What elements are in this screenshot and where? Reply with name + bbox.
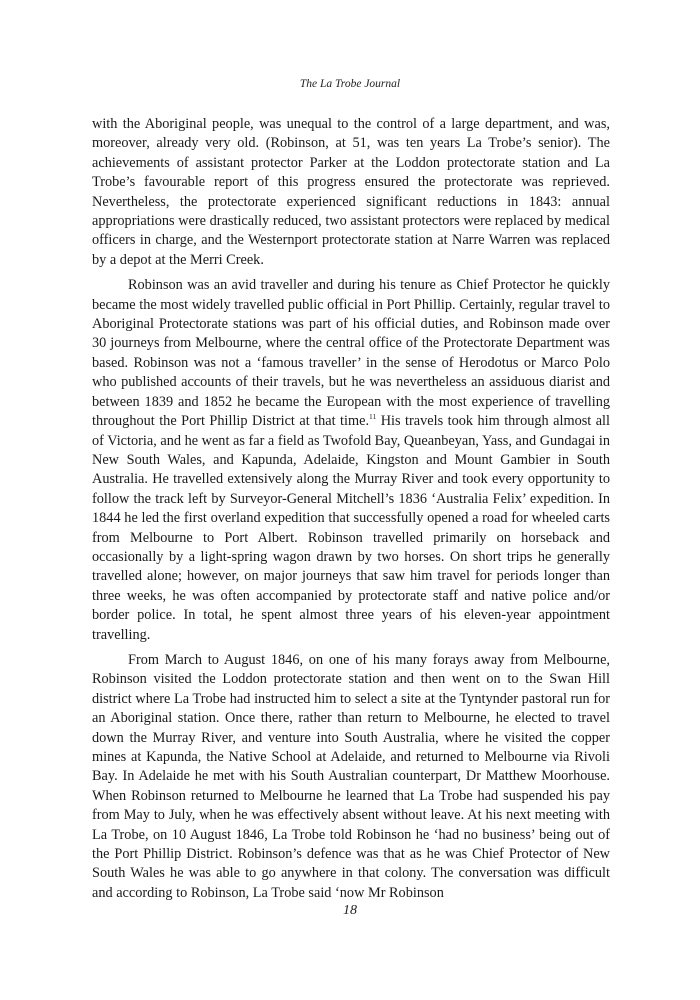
body-text bbox=[92, 115, 610, 909]
paragraph-2 bbox=[92, 276, 610, 645]
paragraph-2-text-a: Robinson was an avid traveller and during his tenure as Chief Protector he quickly became the most widely travelled public official in Port Phillip. Certainly, regular travel to Aboriginal Protectorate stations was part of his official duties, and Robinson made over 30 journeys from Melbourne, where the central office of the Protectorate Department was based. Robinson was not a ‘famous traveller’ in the sense of Herodotus or Marco Polo who published accounts of their travels, but he was nevertheless an assiduous diarist and between 1839 and 1852 he became the European with the most experience of travelling throughout the Port Phillip District at that time. bbox=[92, 277, 610, 430]
footnote-reference[interactable]: 11 bbox=[369, 412, 377, 422]
page-number: 18 bbox=[343, 903, 357, 918]
running-head: The La Trobe Journal bbox=[299, 78, 401, 90]
paragraph-1: with the Aboriginal people, was unequal to the control of a large department, and was, moreover, already very old. (Robinson, at 51, was ten years La Trobe’s senior). The achievements of assistant protector Parker at the Loddon protectorate station and La Trobe’s favourable report of this progress ensured the protectorate was reprieved. Nevertheless, the protectorate experienced significant reductions in 1843: annual appropriations were drastically reduced, two assistant protectors were replaced by medical officers in charge, and the Westernport protectorate station at Narre Warren was replaced by a depot at the Merri Creek. bbox=[92, 116, 610, 268]
paragraph-2-text-b: His travels took him through almost all of Victoria, and he went as far a field as Twofold Bay, Queanbeyan, Yass, and Gundagai in New South Wales, and Kapunda, Adelaide, Kingston and Mount Gambier in South Australia. He travelled extensively along the Murray River and took every opportunity to follow the track left by Surveyor-General Mitchell’s 1836 ‘Australia Felix’ expedition. In 1844 he led the first overland expedition that successfully opened a road for wheeled carts from Melbourne to Port Albert. Robinson travelled primarily on horseback and occasionally by a light-spring wagon drawn by two horses. On short trips he generally travelled alone; however, on major journeys that saw him travel for periods longer than three weeks, he was often accompanied by protectorate staff and native police and/or border police. In total, he spent almost three years of his eleven-year appointment travelling. bbox=[92, 413, 610, 643]
paragraph-3: From March to August 1846, on one of his many forays away from Melbourne, Robinson visited the Loddon protectorate station and then went on to the Swan Hill district where La Trobe had instructed him to select a site at the Tyntynder pastoral run for an Aboriginal station. Once there, rather than return to Melbourne, he elected to travel down the Murray River, and venture into South Australia, where he visited the copper mines at Kapunda, the Native School at Adelaide, and returned to Melbourne via Rivoli Bay. In Adelaide he met with his South Australian counterpart, Dr Matthew Moorhouse. When Robinson returned to Melbourne he learned that La Trobe had suspended his pay from May to July, when he was effectively absent without leave. At his next meeting with La Trobe, on 10 August 1846, La Trobe told Robinson he ‘had no business’ being out of the Port Phillip District. Robinson’s defence was that as he was Chief Protector of New South Wales he was able to go anywhere in that colony. The conversation was difficult and according to Robinson, La Trobe said ‘now Mr Robinson bbox=[92, 651, 610, 901]
